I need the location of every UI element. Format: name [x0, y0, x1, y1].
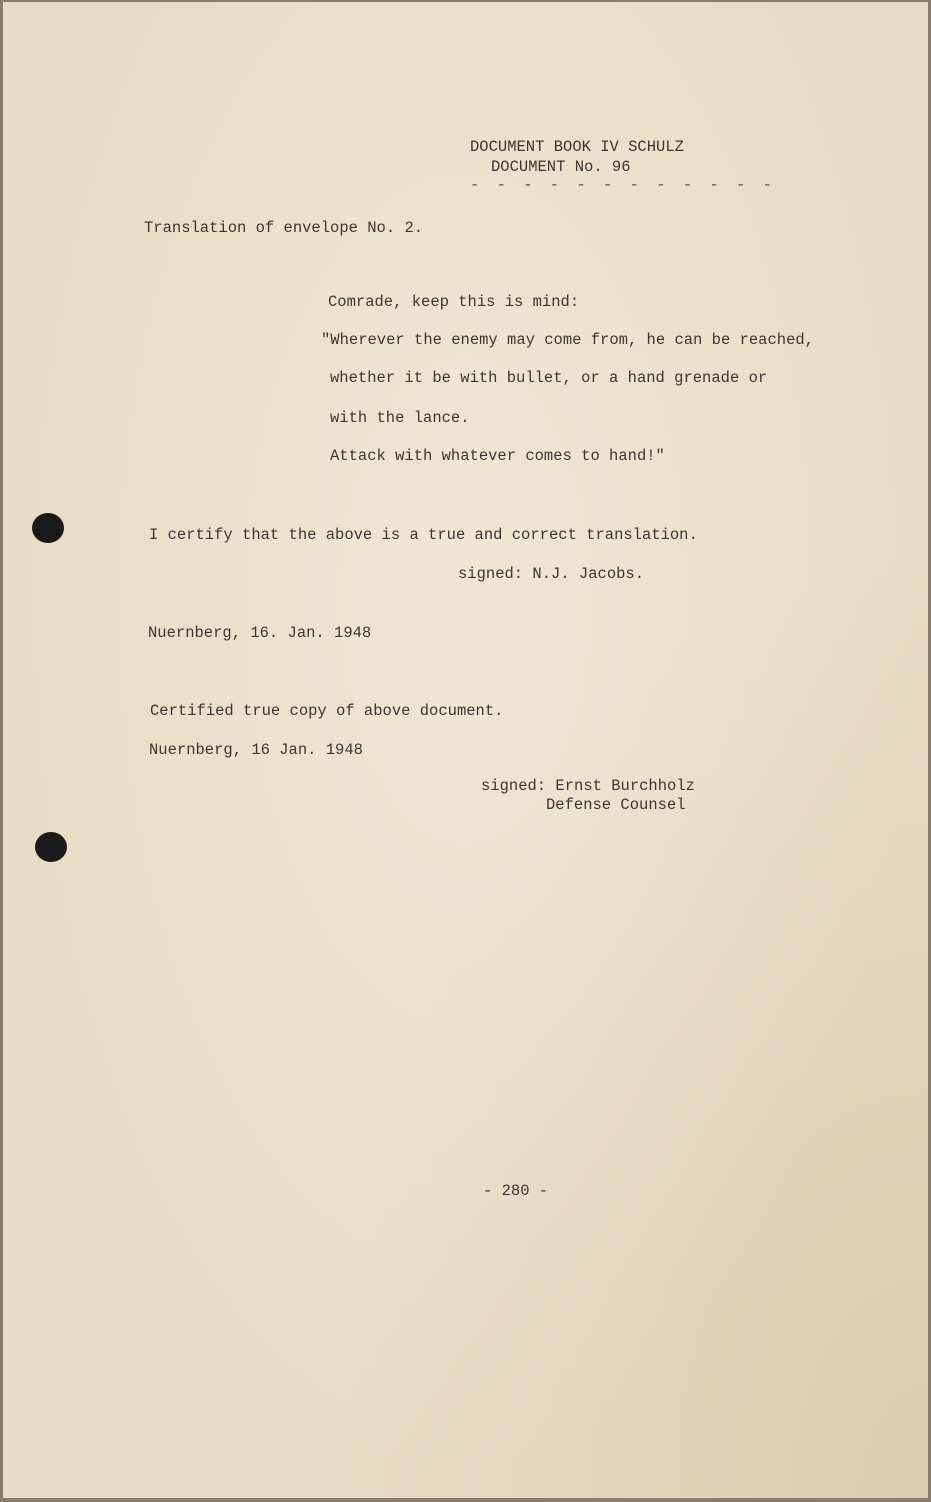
punch-hole-bottom [35, 832, 67, 862]
certification-signature: signed: N.J. Jacobs. [458, 565, 645, 583]
certification-place-date: Nuernberg, 16. Jan. 1948 [148, 624, 372, 642]
copy-cert-statement: Certified true copy of above document. [150, 702, 504, 720]
poem-line-5: Attack with whatever comes to hand!" [330, 447, 665, 465]
certification-statement: I certify that the above is a true and correct translation. [149, 526, 698, 544]
poem-line-2: "Wherever the enemy may come from, he can be reached, [321, 331, 814, 349]
poem-line-3: whether it be with bullet, or a hand grenade or [330, 369, 768, 387]
header-rule: - - - - - - - - - - - - [470, 176, 776, 194]
poem-line-1: Comrade, keep this is mind: [328, 293, 580, 311]
poem-line-4: with the lance. [330, 409, 470, 427]
copy-cert-signature: signed: Ernst Burchholz [481, 777, 695, 795]
copy-cert-title: Defense Counsel [546, 796, 686, 814]
copy-cert-place-date: Nuernberg, 16 Jan. 1948 [149, 741, 363, 759]
punch-hole-top [32, 513, 64, 543]
document-page [3, 2, 928, 1498]
header-doc-book: DOCUMENT BOOK IV SCHULZ [470, 138, 684, 156]
intro-line: Translation of envelope No. 2. [144, 219, 424, 237]
header-doc-number: DOCUMENT No. 96 [491, 158, 631, 176]
page-number: - 280 - [483, 1182, 549, 1200]
